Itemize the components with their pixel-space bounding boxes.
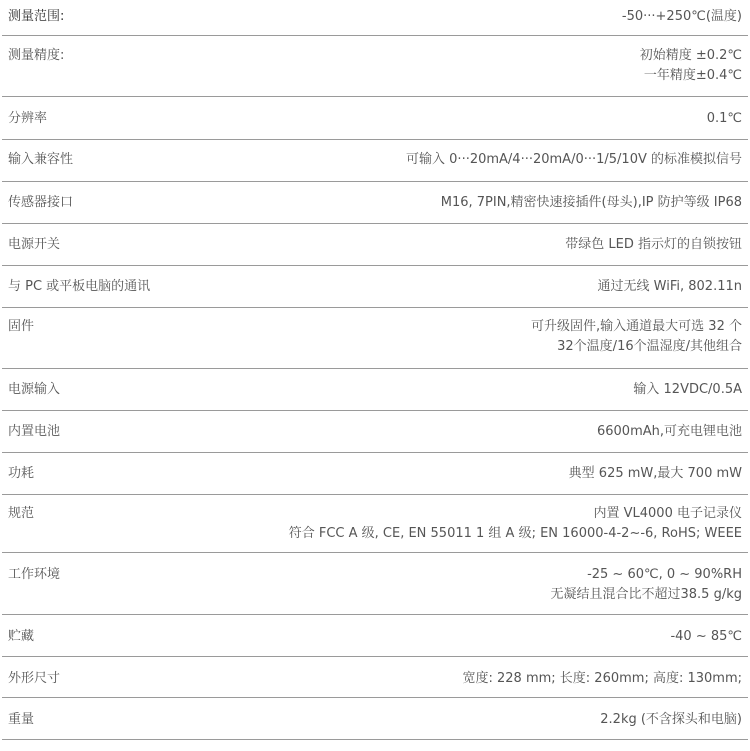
- spec-value-line: 2.2kg (不含探头和电脑): [600, 712, 742, 727]
- spec-value: [598, 277, 742, 297]
- spec-value-line: 初始精度 ±0.2℃: [639, 48, 742, 63]
- spec-row-firmware: [2, 308, 748, 369]
- spec-label: 贮藏: [8, 629, 35, 644]
- spec-value: [600, 710, 742, 730]
- spec-label: 工作环境: [8, 567, 61, 582]
- spec-value-line: 一年精度±0.4℃: [643, 68, 742, 83]
- spec-row-resolution: [2, 97, 748, 140]
- spec-row-weight: [2, 698, 748, 740]
- spec-value-line: 典型 625 mW,最大 700 mW: [568, 466, 742, 481]
- spec-row-communication: [2, 266, 748, 308]
- spec-value: [670, 627, 742, 647]
- spec-value: [289, 504, 742, 544]
- spec-label: 电源开关: [8, 237, 61, 252]
- spec-value-line: 6600mAh,可充电锂电池: [596, 424, 742, 439]
- spec-value-line: 宽度: 228 mm; 长度: 260mm; 高度: 130mm;: [462, 671, 742, 686]
- spec-value-line: M16, 7PIN,精密快速接插件(母头),IP 防护等级 IP68: [440, 195, 742, 210]
- spec-label: 规范: [8, 506, 35, 521]
- spec-value-line: 符合 FCC A 级, CE, EN 55011 1 组 A 级; EN 16000-4-2~-6, RoHS; WEEE: [288, 526, 742, 541]
- spec-value-line: -25 ~ 60℃, 0 ~ 90%RH: [587, 567, 742, 582]
- spec-value: [441, 193, 742, 213]
- spec-value-line: 内置 VL4000 电子记录仪: [593, 506, 742, 521]
- spec-label: 传感器接口: [8, 195, 74, 210]
- spec-value-line: 32个温度/16个温湿度/其他组合: [557, 339, 742, 354]
- spec-label: 与 PC 或平板电脑的通讯: [8, 279, 151, 294]
- spec-value: [463, 669, 743, 689]
- spec-label: 重量: [8, 712, 35, 727]
- spec-table: [2, 0, 748, 740]
- spec-value: [406, 150, 742, 170]
- spec-value: [622, 7, 742, 27]
- spec-row-input-compatibility: [2, 140, 748, 182]
- spec-label: 功耗: [8, 466, 35, 481]
- spec-label: 测量范围:: [8, 9, 65, 24]
- spec-value: [633, 380, 742, 400]
- spec-row-sensor-interface: [2, 182, 748, 224]
- spec-row-standards: [2, 495, 748, 553]
- spec-value-line: 输入 12VDC/0.5A: [633, 382, 742, 397]
- spec-value-line: 通过无线 WiFi, 802.11n: [597, 279, 742, 294]
- spec-value-line: 可升级固件,输入通道最大可选 32 个: [531, 319, 742, 334]
- spec-value: [597, 422, 742, 442]
- spec-value-line: -50···+250℃(温度): [621, 9, 742, 24]
- spec-row-battery: [2, 411, 748, 453]
- spec-value: [640, 46, 742, 86]
- spec-row-storage: [2, 615, 748, 657]
- spec-row-power-switch: [2, 224, 748, 266]
- spec-label: 内置电池: [8, 424, 61, 439]
- spec-value-line: 可输入 0···20mA/4···20mA/0···1/5/10V 的标准模拟信号: [406, 152, 742, 167]
- spec-label: 输入兼容性: [8, 152, 74, 167]
- spec-row-power-input: [2, 369, 748, 411]
- spec-value: [565, 235, 742, 255]
- spec-value: [569, 464, 742, 484]
- spec-row-operating-environment: [2, 553, 748, 615]
- spec-label: 测量精度:: [8, 48, 65, 63]
- spec-value-line: 0.1℃: [706, 111, 742, 126]
- spec-row-measurement-range: [2, 0, 748, 36]
- spec-label: 分辨率: [8, 111, 48, 126]
- spec-value-line: 无凝结且混合比不超过38.5 g/kg: [550, 587, 742, 602]
- spec-label: 固件: [8, 319, 35, 334]
- spec-value: [707, 109, 742, 129]
- spec-value: [551, 565, 743, 605]
- spec-row-dimensions: [2, 657, 748, 698]
- spec-label: 外形尺寸: [8, 671, 61, 686]
- spec-value: [531, 317, 742, 357]
- spec-value-line: 带绿色 LED 指示灯的自锁按钮: [565, 237, 742, 252]
- spec-row-power-consumption: [2, 453, 748, 495]
- spec-label: 电源输入: [8, 382, 61, 397]
- spec-value-line: -40 ~ 85℃: [670, 629, 742, 644]
- spec-row-accuracy: [2, 36, 748, 97]
